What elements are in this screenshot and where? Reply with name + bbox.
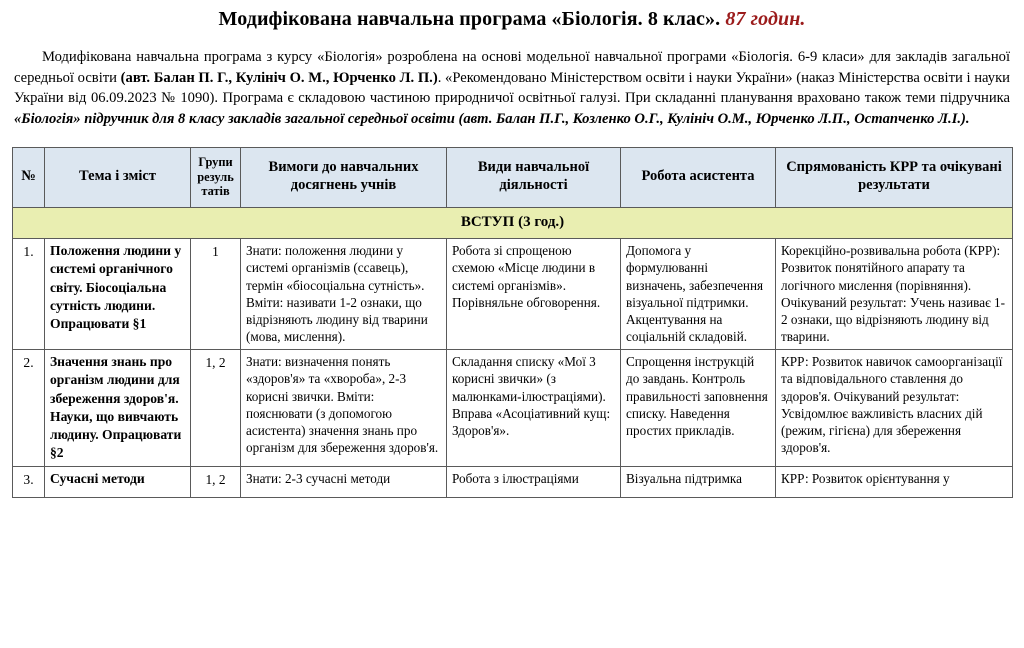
intro-textbook-title: «Біологія» підручник для 8 класу закладів загальної середньої освіти [14, 111, 455, 128]
intro-text-part-1: Модифікована навчальна програма з курсу «Біологія» розроблена на основі модельної навчальної програми «Біологія. 6-9 класи» для закладів загальної середньої освіти [14, 49, 1010, 86]
curriculum-table [12, 147, 1013, 499]
table-header [13, 147, 1013, 207]
cell-result-groups: 1 [191, 239, 241, 350]
document-page [0, 8, 1024, 648]
column-header-activities: Види навчальної діяльності [447, 147, 621, 207]
section-band-row [13, 207, 1013, 239]
column-header-topic: Тема і зміст [45, 147, 191, 207]
cell-number: 3. [13, 467, 45, 498]
cell-topic: Значення знань про організм людини для збереження здоров'я. Науки, що вивчають людину. Опрацювати §2 [45, 350, 191, 467]
page-title-main: Модифікована навчальна програма «Біологія. 8 клас». [218, 8, 721, 30]
cell-activities: Робота з ілюстраціями [447, 467, 621, 498]
column-header-requirements: Вимоги до навчальних досягнень учнів [241, 147, 447, 207]
cell-krr: КРР: Розвиток орієнтування у [776, 467, 1013, 498]
cell-krr: Корекційно-розвивальна робота (КРР): Розвиток понятійного апарату та логічного мислення (порівняння). Очікуваний результат: Учень називає 1-2 ознаки, що відрізняють людину від тварини. [776, 239, 1013, 350]
cell-result-groups: 1, 2 [191, 350, 241, 467]
table-body [13, 207, 1013, 498]
cell-number: 1. [13, 239, 45, 350]
table-header-row [13, 147, 1013, 207]
cell-assistant-work: Візуальна підтримка [621, 467, 776, 498]
page-title-hours: 87 годин. [725, 8, 806, 30]
intro-authors-program: (авт. Балан П. Г., Кулініч О. М., Юрченко Л. П.) [120, 69, 438, 86]
cell-topic: Положення людини у системі органічного світу. Біосоціальна сутність людини. Опрацювати §1 [45, 239, 191, 350]
cell-assistant-work: Спрощення інструкцій до завдань. Контроль правильності заповнення списку. Наведення простих прикладів. [621, 350, 776, 467]
intro-paragraph [14, 47, 1010, 130]
cell-number: 2. [13, 350, 45, 467]
column-header-number: № [13, 147, 45, 207]
column-header-assistant-work: Робота асистента [621, 147, 776, 207]
cell-activities: Робота зі спрощеною схемою «Місце людини в системі організмів». Порівняльне обговорення. [447, 239, 621, 350]
cell-requirements: Знати: 2-3 сучасні методи [241, 467, 447, 498]
intro-text-part-2: . «Рекомендовано Міністерством освіти і науки України» (наказ Міністерства освіти і науки України від 06.09.2023 № 1090). Програма є складовою частиною природничої освітньої галузі. При складанні планування враховано також теми підручника [14, 69, 1010, 107]
cell-topic: Сучасні методи [45, 467, 191, 498]
cell-result-groups: 1, 2 [191, 467, 241, 498]
cell-activities: Складання списку «Мої 3 корисні звички» (з малюнками-ілюстраціями). Вправа «Асоціативний кущ: Здоров'я». [447, 350, 621, 467]
section-band-label: ВСТУП (3 год.) [13, 207, 1013, 239]
page-title [12, 8, 1012, 31]
column-header-krr: Спрямованість КРР та очікувані результати [776, 147, 1013, 207]
table-row [13, 467, 1013, 498]
table-row [13, 239, 1013, 350]
cell-requirements: Знати: визначення понять «здоров'я» та «хвороба», 2-3 корисні звички. Вміти: пояснювати (з допомогою асистента) значення знань про організм для збереження здоров'я. [241, 350, 447, 467]
column-header-result-groups: Групи резуль татів [191, 147, 241, 207]
table-row [13, 350, 1013, 467]
cell-krr: КРР: Розвиток навичок самоорганізації та відповідального ставлення до здоров'я. Очікуваний результат: Усвідомлює важливість власних дій (режим, гігієна) для збереження здоров'я. [776, 350, 1013, 467]
intro-text-end: . [965, 111, 970, 128]
cell-requirements: Знати: положення людини у системі організмів (ссавець), термін «біосоціальна сутність». Вміти: називати 1-2 ознаки, що відрізняють людину від тварини (мова, мислення). [241, 239, 447, 350]
cell-assistant-work: Допомога у формулюванні визначень, забезпечення візуальної підтримки. Акцентування на соціальній складовій. [621, 239, 776, 350]
intro-authors-textbook: (авт. Балан П.Г., Козленко О.Г., Кулініч О.М., Юрченко Л.П., Остапченко Л.І.) [454, 111, 966, 128]
